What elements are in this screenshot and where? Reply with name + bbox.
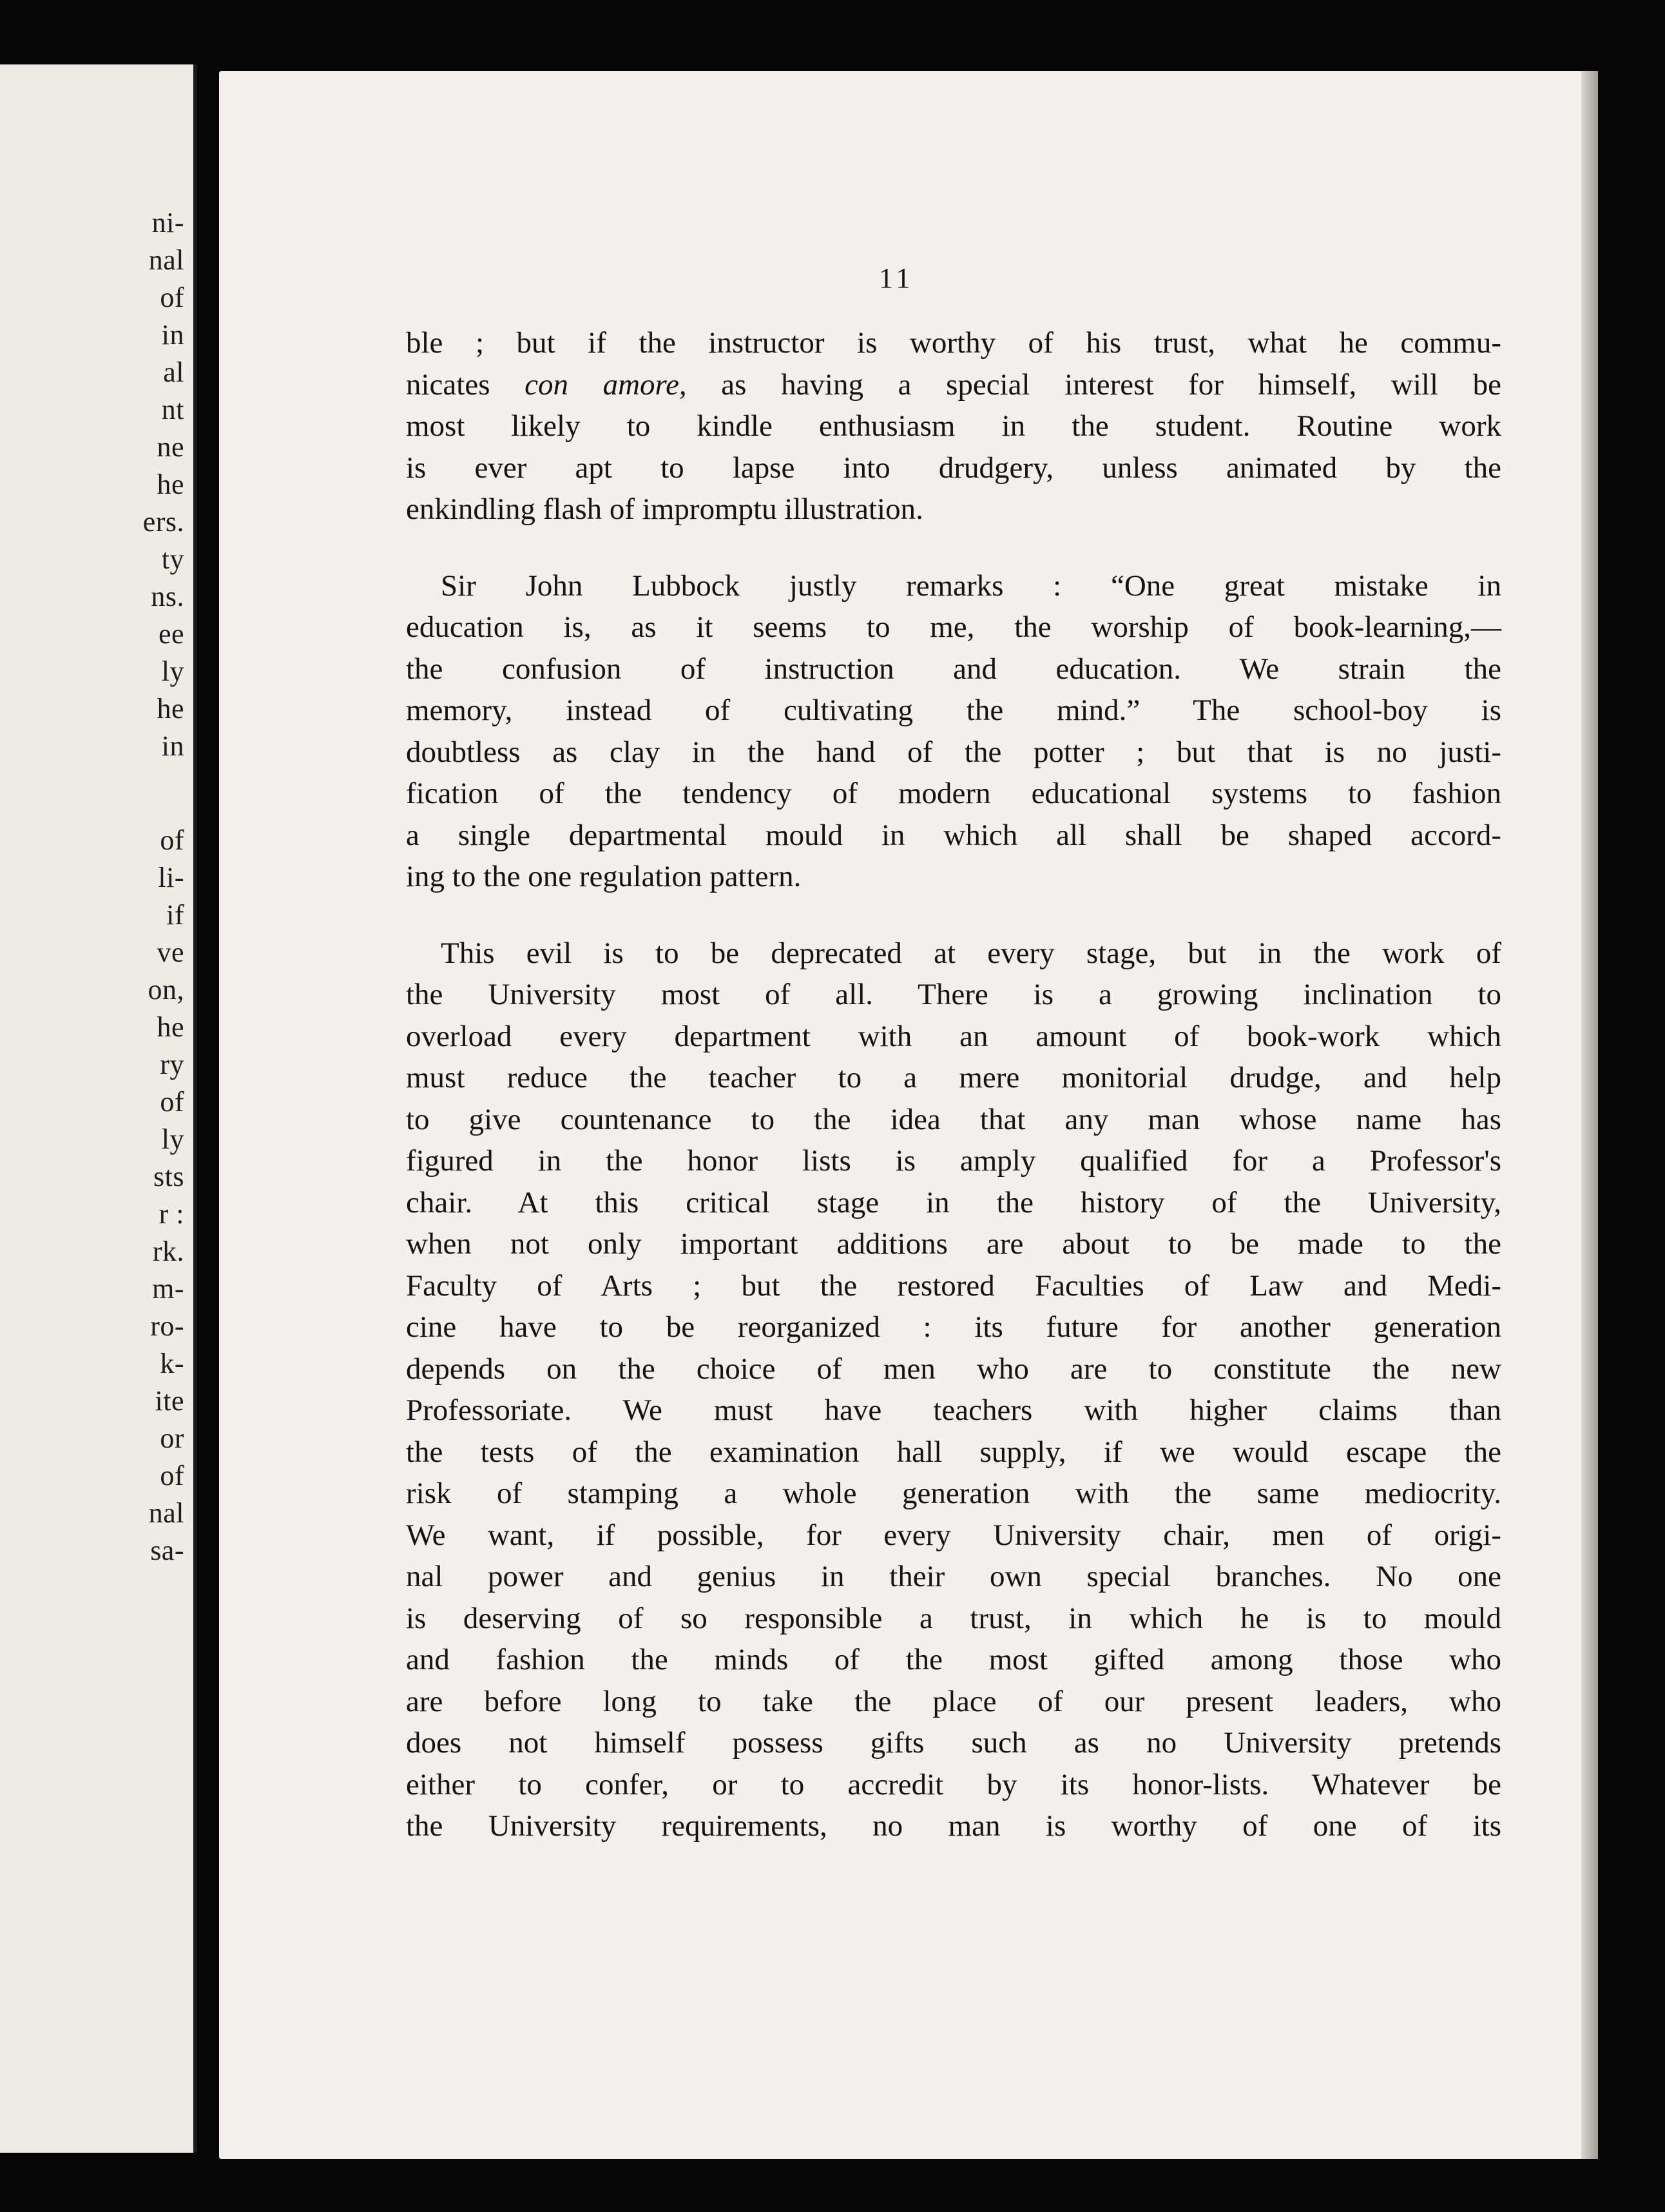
facing-page-line: ns.: [151, 581, 184, 612]
text-line: the tests of the examination hall supply, if we would escape the: [406, 1435, 1501, 1469]
text-line: when not only important additions are about to be made to the: [406, 1227, 1501, 1261]
text-line: We want, if possible, for every University chair, men of origi-: [406, 1518, 1501, 1552]
facing-page-line: ro-: [150, 1310, 184, 1342]
text-line: [406, 364, 1501, 406]
text-line: Sir John Lubbock justly remarks : “One great mistake in: [441, 568, 1501, 603]
text-line: memory, instead of cultivating the mind.” The school-boy is: [406, 694, 1501, 727]
facing-page-line: rk.: [152, 1236, 184, 1267]
facing-page-line: ni-: [151, 207, 184, 238]
facing-page-line: of: [160, 282, 184, 313]
facing-page-line: in: [161, 730, 184, 762]
text-line: cine have to be reorganized : its future for another generation: [406, 1310, 1501, 1344]
text-line: and fashion the minds of the most gifted among those who: [406, 1643, 1501, 1676]
text-line: most likely to kindle enthusiasm in the student. Routine work: [406, 409, 1501, 443]
text-line: does not himself possess gifts such as no University pretends: [406, 1726, 1501, 1760]
text-span: as having a special interest for himself, will be: [686, 367, 1501, 402]
text-line: to give countenance to the idea that any man whose name has: [406, 1102, 1501, 1136]
text-line: the University requirements, no man is worthy of one of its: [406, 1809, 1501, 1843]
facing-page-line: li-: [158, 862, 184, 893]
facing-page-line: nal: [148, 1497, 184, 1529]
facing-page-line: nt: [161, 394, 184, 425]
text-line: depends on the choice of men who are to constitute the new: [406, 1352, 1501, 1386]
text-line: must reduce the teacher to a mere monitorial drudge, and help: [406, 1061, 1501, 1094]
text-line: ble ; but if the instructor is worthy of his trust, what he commu-: [406, 326, 1501, 360]
facing-page-line: ry: [160, 1049, 184, 1080]
facing-page-line: in: [161, 319, 184, 351]
facing-page-line: he: [157, 693, 184, 724]
facing-page-line: m-: [152, 1273, 184, 1305]
text-line: education is, as it seems to me, the worship of book-learning,—: [406, 610, 1501, 644]
facing-page-line: of: [160, 1086, 184, 1118]
text-line: is ever apt to lapse into drudgery, unless animated by the: [406, 451, 1501, 485]
facing-page-left: [0, 64, 197, 2153]
facing-page-line: nal: [148, 244, 184, 276]
facing-page-line: al: [163, 356, 184, 388]
facing-page-line: k-: [160, 1348, 184, 1379]
text-line: doubtless as clay in the hand of the potter ; but that is no justi-: [406, 735, 1501, 769]
text-line: the confusion of instruction and education. We strain the: [406, 652, 1501, 686]
text-line: a single departmental mould in which all shall be shaped accord-: [406, 818, 1501, 852]
facing-page-line: or: [160, 1422, 184, 1454]
facing-page-line: ee: [158, 618, 184, 650]
paragraph-3: [406, 933, 1501, 1847]
text-line: the University most of all. There is a growing inclination to: [406, 978, 1501, 1011]
facing-page-line: ers.: [142, 506, 184, 538]
text-line: risk of stamping a whole generation with the same mediocrity.: [406, 1477, 1501, 1510]
facing-page-line: sa-: [150, 1535, 184, 1566]
text-span: nicates: [406, 367, 525, 402]
facing-page-line: of: [160, 824, 184, 856]
facing-page-line: ly: [161, 1123, 184, 1155]
text-line: either to confer, or to accredit by its honor-lists. Whatever be: [406, 1767, 1501, 1801]
facing-page-line: ve: [157, 936, 184, 968]
facing-page-line: ne: [157, 431, 184, 463]
text-line: fication of the tendency of modern educational systems to fashion: [406, 777, 1501, 810]
text-line: Professoriate. We must have teachers with higher claims than: [406, 1393, 1501, 1427]
text-line: ing to the one regulation pattern.: [406, 860, 802, 893]
page-body: [406, 322, 1501, 1882]
text-line: are before long to take the place of our present leaders, who: [406, 1684, 1501, 1718]
facing-page-line: if: [166, 899, 184, 931]
paragraph-1: [406, 322, 1501, 530]
text-line: chair. At this critical stage in the history of the University,: [406, 1185, 1501, 1219]
text-line: is deserving of so responsible a trust, in which he is to mould: [406, 1601, 1501, 1635]
facing-page-line: sts: [153, 1161, 184, 1192]
facing-page-line: ly: [161, 655, 184, 687]
facing-page-line: on,: [148, 974, 184, 1005]
facing-page-line: ty: [161, 543, 184, 575]
text-line: Faculty of Arts ; but the restored Faculties of Law and Medi-: [406, 1268, 1501, 1303]
facing-page-line: he: [157, 1011, 184, 1043]
text-line: This evil is to be deprecated at every stage, but in the work of: [441, 936, 1501, 970]
italic-phrase: con amore,: [525, 367, 687, 402]
facing-page-line: he: [157, 469, 184, 500]
page-number: 11: [879, 262, 914, 294]
paragraph-2: [406, 565, 1501, 898]
text-line: figured in the honor lists is amply qualified for a Professor's: [406, 1144, 1501, 1178]
text-line: enkindling flash of impromptu illustration.: [406, 492, 923, 526]
facing-page-line: r :: [159, 1198, 184, 1230]
facing-page-line: of: [160, 1460, 184, 1491]
text-line: overload every department with an amount of book-work which: [406, 1019, 1501, 1053]
facing-page-line: ite: [155, 1385, 184, 1417]
document-page: [219, 71, 1598, 2159]
text-line: nal power and genius in their own special branches. No one: [406, 1560, 1501, 1593]
